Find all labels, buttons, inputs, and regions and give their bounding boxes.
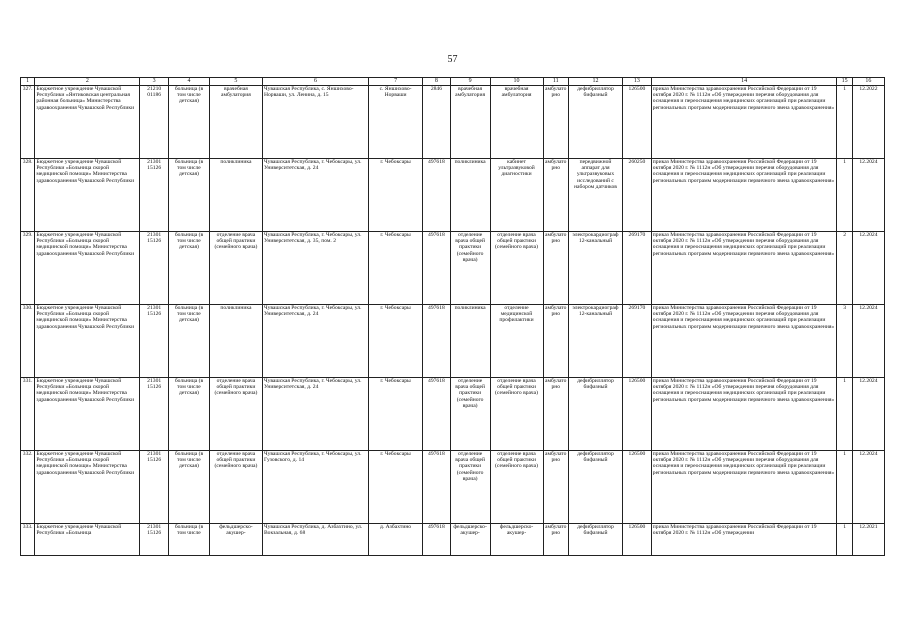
table-row bbox=[21, 305, 885, 378]
regulation-cell: приказ Министерства здравоохранения Российской Федерации от 19 октября 2020 г. № 1112н «Об утверждении перечня оборудования для оснащения и переоснащения медицинских организаций при реализации региональных программ модернизации первичного звена здравоохранения» bbox=[651, 378, 837, 451]
quantity-cell: 3 bbox=[837, 305, 852, 378]
table-row bbox=[21, 159, 885, 232]
quantity-cell: 1 bbox=[837, 378, 852, 451]
department-cell: врачебная амбулатория bbox=[209, 86, 262, 159]
locality-cell: г. Чебоксары bbox=[369, 305, 423, 378]
population-cell: 497618 bbox=[423, 378, 451, 451]
population-cell: 497618 bbox=[423, 232, 451, 305]
care-form-cell: амбулаторно bbox=[543, 378, 568, 451]
header-cell: 4 bbox=[169, 78, 210, 86]
equipment-name-cell: дефибриллятор бифазный bbox=[568, 524, 622, 556]
due-date-cell: 12.2024 bbox=[852, 378, 884, 451]
page-number: 57 bbox=[447, 54, 458, 65]
quantity-cell: 1 bbox=[837, 524, 852, 556]
regulation-cell: приказ Министерства здравоохранения Российской Федерации от 19 октября 2020 г. № 1112н «Об утверждении перечня оборудования для оснащения и переоснащения медицинских организаций при реализации региональных программ модернизации первичного звена здравоохранения» bbox=[651, 86, 837, 159]
facility-type-cell: больница (в том числе детская) bbox=[169, 451, 210, 524]
equipment-name-cell: дефибриллятор бифазный bbox=[568, 86, 622, 159]
locality-cell: с. Яншихово-Норваши bbox=[369, 86, 423, 159]
header-cell: 5 bbox=[209, 78, 262, 86]
population-cell: 497618 bbox=[423, 159, 451, 232]
locality-cell: г. Чебоксары bbox=[369, 451, 423, 524]
org-code-cell: 21301 15126 bbox=[140, 159, 169, 232]
header-cell: 9 bbox=[450, 78, 490, 86]
organization-name-cell: Бюджетное учреждение Чувашской Республики «Больница скорой медицинской помощи» Министерства здравоохранения Чувашской Республики bbox=[35, 232, 140, 305]
table-row bbox=[21, 524, 885, 556]
header-cell: 11 bbox=[543, 78, 568, 86]
room-name-cell: кабинет ультразвуковой диагностики bbox=[490, 159, 543, 232]
header-cell: 3 bbox=[140, 78, 169, 86]
unit-name-cell: отделение врача общей практики (семейного врача) bbox=[450, 451, 490, 524]
address-cell: Чувашская Республика, г. Чебоксары, ул. Университетская, д. 35, пом. 2 bbox=[262, 232, 368, 305]
price-cell: 260250 bbox=[623, 159, 652, 232]
due-date-cell: 12.2022 bbox=[852, 86, 884, 159]
department-cell: поликлиника bbox=[209, 159, 262, 232]
room-name-cell: отделение врача общей практики (семейного врача) bbox=[490, 451, 543, 524]
price-cell: 126500 bbox=[623, 524, 652, 556]
header-cell: 8 bbox=[423, 78, 451, 86]
room-name-cell: отделение врача общей практики (семейного врача) bbox=[490, 232, 543, 305]
unit-name-cell: фельдшерско-акушер- bbox=[450, 524, 490, 556]
address-cell: Чувашская Республика, г. Чебоксары, ул. Университетская, д. 24 bbox=[262, 159, 368, 232]
equipment-name-cell: дефибриллятор бифазный bbox=[568, 451, 622, 524]
price-cell: 269170 bbox=[623, 305, 652, 378]
regulation-cell: приказ Министерства здравоохранения Российской Федерации от 19 октября 2020 г. № 1112н «Об утверждении bbox=[651, 524, 837, 556]
header-cell: 6 bbox=[262, 78, 368, 86]
header-cell: 15 bbox=[837, 78, 852, 86]
header-cell: 12 bbox=[568, 78, 622, 86]
due-date-cell: 12.2021 bbox=[852, 524, 884, 556]
header-cell: 7 bbox=[369, 78, 423, 86]
quantity-cell: 1 bbox=[837, 159, 852, 232]
organization-name-cell: Бюджетное учреждение Чувашской Республики «Больница скорой медицинской помощи» Министерства здравоохранения Чувашской Республики bbox=[35, 378, 140, 451]
address-cell: Чувашская Республика, г. Чебоксары, ул. Гузовского, д. 14 bbox=[262, 451, 368, 524]
population-cell: 497618 bbox=[423, 524, 451, 556]
address-cell: Чувашская Республика, г. Чебоксары, ул. Университетская, д. 24 bbox=[262, 305, 368, 378]
header-cell: 16 bbox=[852, 78, 884, 86]
organization-name-cell: Бюджетное учреждение Чувашской Республики «Больница скорой медицинской помощи» Министерства здравоохранения Чувашской Республики bbox=[35, 451, 140, 524]
address-cell: Чувашская Республика, с. Яншихово-Норваши, ул. Ленина, д. 15 bbox=[262, 86, 368, 159]
care-form-cell: амбулаторно bbox=[543, 305, 568, 378]
org-code-cell: 21301 15126 bbox=[140, 451, 169, 524]
organization-name-cell: Бюджетное учреждение Чувашской Республики «Больница скорой медицинской помощи» Министерства здравоохранения Чувашской Республики bbox=[35, 159, 140, 232]
regulation-cell: приказ Министерства здравоохранения Российской Федерации от 19 октября 2020 г. № 1112н «Об утверждении перечня оборудования для оснащения и переоснащения медицинских организаций при реализации региональных программ модернизации первичного звена здравоохранения» bbox=[651, 451, 837, 524]
facility-type-cell: больница (в том числе детская) bbox=[169, 378, 210, 451]
org-code-cell: 21301 15126 bbox=[140, 378, 169, 451]
organization-name-cell: Бюджетное учреждение Чувашской Республики «Больница скорой медицинской помощи» Министерства здравоохранения Чувашской Республики bbox=[35, 305, 140, 378]
department-cell: отделение врача общей практики (семейного врача) bbox=[209, 451, 262, 524]
header-cell: 13 bbox=[623, 78, 652, 86]
table-row bbox=[21, 451, 885, 524]
unit-name-cell: отделение врача общей практики (семейного врача) bbox=[450, 378, 490, 451]
price-cell: 126500 bbox=[623, 451, 652, 524]
equipment-name-cell: передвижной аппарат для ультразвуковых исследований с набором датчиков bbox=[568, 159, 622, 232]
care-form-cell: амбулаторно bbox=[543, 159, 568, 232]
header-cell: 14 bbox=[651, 78, 837, 86]
table-row bbox=[21, 378, 885, 451]
facility-type-cell: больница (в том числе детская) bbox=[169, 86, 210, 159]
row-number-cell: 329. bbox=[21, 232, 35, 305]
department-cell: отделение врача общей практики (семейного врача) bbox=[209, 232, 262, 305]
unit-name-cell: поликлиника bbox=[450, 159, 490, 232]
regulation-cell: приказ Министерства здравоохранения Российской Федерации от 19 октября 2020 г. № 1112н «Об утверждении перечня оборудования для оснащения и переоснащения медицинских организаций при реализации региональных программ модернизации первичного звена здравоохранения» bbox=[651, 159, 837, 232]
quantity-cell: 2 bbox=[837, 232, 852, 305]
equipment-name-cell: электрокардиограф 12-канальный bbox=[568, 305, 622, 378]
table-row bbox=[21, 86, 885, 159]
care-form-cell: амбулаторно bbox=[543, 232, 568, 305]
facility-type-cell: больница (в том числе bbox=[169, 524, 210, 556]
row-number-cell: 331. bbox=[21, 378, 35, 451]
price-cell: 269170 bbox=[623, 232, 652, 305]
regulation-cell: приказ Министерства здравоохранения Российской Федерации от 19 октября 2020 г. № 1112н «Об утверждении перечня оборудования для оснащения и переоснащения медицинских организаций при реализации региональных программ модернизации первичного звена здравоохранения» bbox=[651, 305, 837, 378]
table-row bbox=[21, 232, 885, 305]
row-number-cell: 328. bbox=[21, 159, 35, 232]
due-date-cell: 12.2024 bbox=[852, 451, 884, 524]
quantity-cell: 1 bbox=[837, 451, 852, 524]
regulation-cell: приказ Министерства здравоохранения Российской Федерации от 19 октября 2020 г. № 1112н «Об утверждении перечня оборудования для оснащения и переоснащения медицинских организаций при реализации региональных программ модернизации первичного звена здравоохранения» bbox=[651, 232, 837, 305]
population-cell: 2846 bbox=[423, 86, 451, 159]
header-cell: 2 bbox=[35, 78, 140, 86]
due-date-cell: 12.2024 bbox=[852, 305, 884, 378]
row-number-cell: 333. bbox=[21, 524, 35, 556]
address-cell: Чувашская Республика, д. Азбахтино, ул. Вокзальная, д. 68 bbox=[262, 524, 368, 556]
department-cell: фельдшерско-акушер- bbox=[209, 524, 262, 556]
locality-cell: г. Чебоксары bbox=[369, 159, 423, 232]
price-cell: 126500 bbox=[623, 86, 652, 159]
population-cell: 497618 bbox=[423, 305, 451, 378]
header-cell: 10 bbox=[490, 78, 543, 86]
org-code-cell: 21301 15126 bbox=[140, 305, 169, 378]
org-code-cell: 21301 15126 bbox=[140, 232, 169, 305]
care-form-cell: амбулаторно bbox=[543, 86, 568, 159]
due-date-cell: 12.2024 bbox=[852, 232, 884, 305]
unit-name-cell: поликлиника bbox=[450, 305, 490, 378]
room-name-cell: врачебная амбулатория bbox=[490, 86, 543, 159]
care-form-cell: амбулаторно bbox=[543, 451, 568, 524]
unit-name-cell: врачебная амбулатория bbox=[450, 86, 490, 159]
organization-name-cell: Бюджетное учреждение Чувашской Республики «Янтиковская центральная районная больница» Министерства здравоохранения Чувашской Республики bbox=[35, 86, 140, 159]
org-code-cell: 21210 01186 bbox=[140, 86, 169, 159]
room-name-cell: фельдшерско-акушер- bbox=[490, 524, 543, 556]
locality-cell: г. Чебоксары bbox=[369, 232, 423, 305]
facility-type-cell: больница (в том числе детская) bbox=[169, 232, 210, 305]
facility-type-cell: больница (в том числе детская) bbox=[169, 159, 210, 232]
equipment-table bbox=[20, 77, 885, 556]
price-cell: 126500 bbox=[623, 378, 652, 451]
population-cell: 497618 bbox=[423, 451, 451, 524]
care-form-cell: амбулаторно bbox=[543, 524, 568, 556]
facility-type-cell: больница (в том числе детская) bbox=[169, 305, 210, 378]
department-cell: поликлиника bbox=[209, 305, 262, 378]
locality-cell: д. Азбахтино bbox=[369, 524, 423, 556]
header-row bbox=[21, 78, 885, 86]
locality-cell: г. Чебоксары bbox=[369, 378, 423, 451]
org-code-cell: 21301 15126 bbox=[140, 524, 169, 556]
row-number-cell: 327. bbox=[21, 86, 35, 159]
row-number-cell: 332. bbox=[21, 451, 35, 524]
equipment-name-cell: дефибриллятор бифазный bbox=[568, 378, 622, 451]
quantity-cell: 1 bbox=[837, 86, 852, 159]
organization-name-cell: Бюджетное учреждение Чувашской Республики «Больница bbox=[35, 524, 140, 556]
equipment-name-cell: электрокардиограф 12-канальный bbox=[568, 232, 622, 305]
row-number-cell: 330. bbox=[21, 305, 35, 378]
due-date-cell: 12.2024 bbox=[852, 159, 884, 232]
address-cell: Чувашская Республика, г. Чебоксары, ул. Университетская, д. 24 bbox=[262, 378, 368, 451]
unit-name-cell: отделение врача общей практики (семейного врача) bbox=[450, 232, 490, 305]
room-name-cell: отделение врача общей практики (семейного врача) bbox=[490, 378, 543, 451]
room-name-cell: отделение медицинской профилактики bbox=[490, 305, 543, 378]
header-cell: 1 bbox=[21, 78, 35, 86]
department-cell: отделение врача общей практики (семейного врача) bbox=[209, 378, 262, 451]
